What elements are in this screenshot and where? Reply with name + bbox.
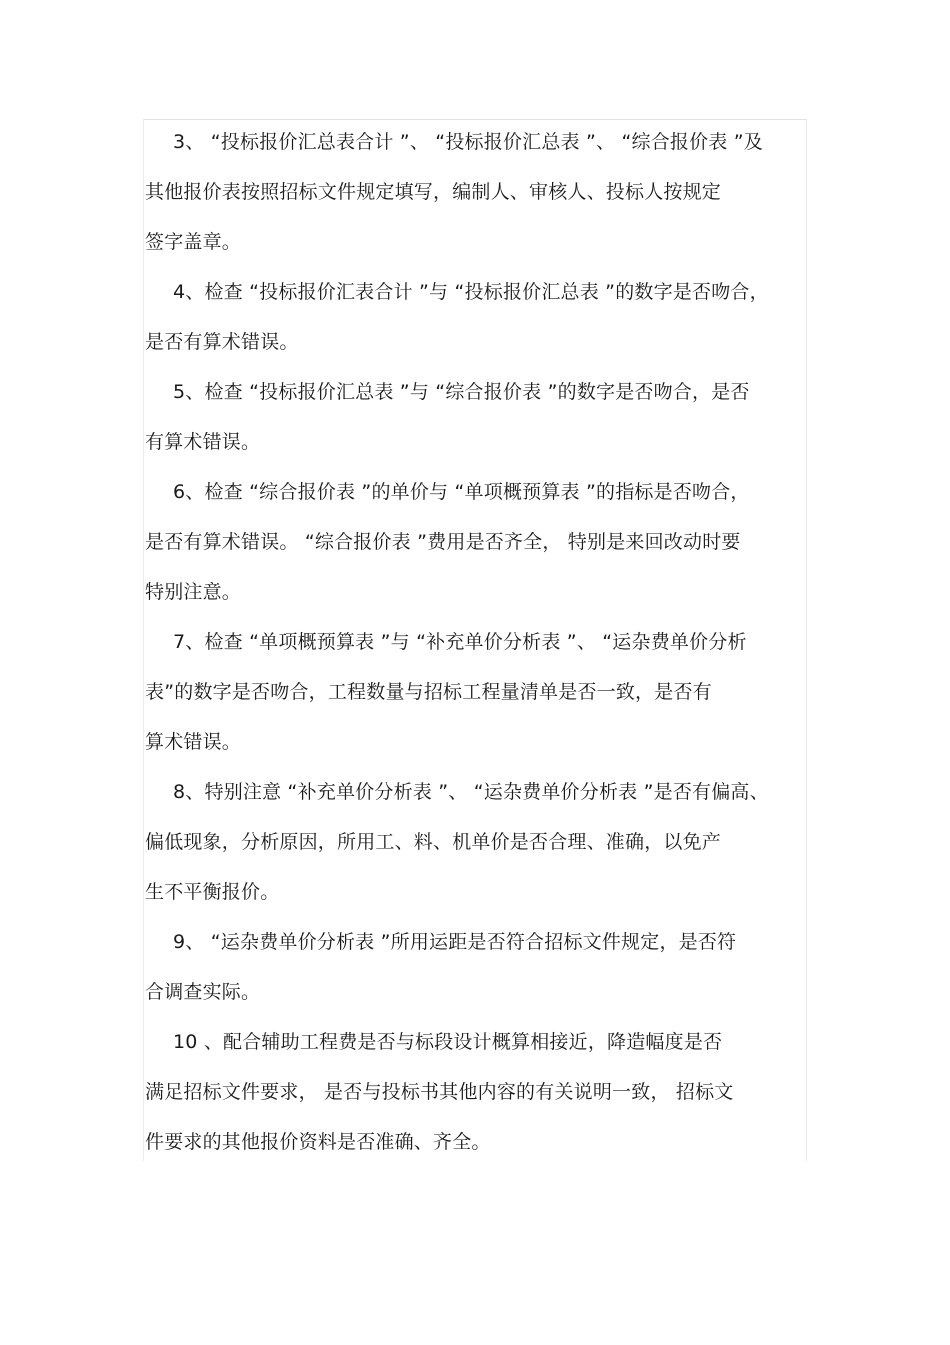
paragraph-item-3 (145, 117, 813, 267)
text-line: 算术错误。 (145, 731, 242, 753)
paragraph-item-10 (145, 1017, 813, 1167)
text-line: 满足招标文件要求， 是否与投标书其他内容的有关说明一致， 招标文 (145, 1081, 734, 1103)
text-line: 6、检查 “综合报价表 ”的单价与 “单项概预算表 ”的指标是否吻合， (173, 481, 750, 503)
text-line: 5、检查 “投标报价汇总表 ”与 “综合报价表 ”的数字是否吻合，是否 (173, 381, 750, 403)
text-line: 偏低现象，分析原因，所用工、料、机单价是否合理、准确，以免产 (145, 831, 722, 853)
paragraph-item-7 (145, 617, 813, 767)
text-line: 合调查实际。 (145, 981, 261, 1003)
paragraph-item-4 (145, 267, 813, 367)
text-line: 生不平衡报价。 (145, 881, 280, 903)
text-line: 有算术错误。 (145, 431, 261, 453)
text-line: 表”的数字是否吻合，工程数量与招标工程量清单是否一致，是否有 (145, 681, 712, 703)
text-line: 特别注意。 (145, 581, 242, 603)
paragraph-item-5 (145, 367, 813, 467)
text-line: 4、检查 “投标报价汇表合计 ”与 “投标报价汇总表 ”的数字是否吻合， (173, 281, 769, 303)
text-line: 8、特别注意 “补充单价分析表 ”、 “运杂费单价分析表 ”是否有偏高、 (173, 781, 769, 803)
text-line: 10 、配合辅助工程费是否与标段设计概算相接近，降造幅度是否 (173, 1031, 723, 1053)
text-line: 3、 “投标报价汇总表合计 ”、 “投标报价汇总表 ”、 “综合报价表 ”及 (173, 131, 763, 153)
paragraph-item-6 (145, 467, 813, 617)
paragraph-item-9 (145, 917, 813, 1017)
text-line: 是否有算术错误。 “综合报价表 ”费用是否齐全， 特别是来回改动时要 (145, 531, 741, 553)
text-line: 其他报价表按照招标文件规定填写，编制人、审核人、投标人按规定 (145, 181, 722, 203)
text-line: 7、检查 “单项概预算表 ”与 “补充单价分析表 ”、 “运杂费单价分析 (173, 631, 747, 653)
paragraph-item-8 (145, 767, 813, 917)
text-line: 签字盖章。 (145, 231, 242, 253)
text-line: 是否有算术错误。 (145, 331, 299, 353)
text-line: 9、 “运杂费单价分析表 ”所用运距是否符合招标文件规定，是否符 (173, 931, 737, 953)
text-line: 件要求的其他报价资料是否准确、齐全。 (145, 1131, 491, 1153)
document-body (145, 117, 813, 1167)
